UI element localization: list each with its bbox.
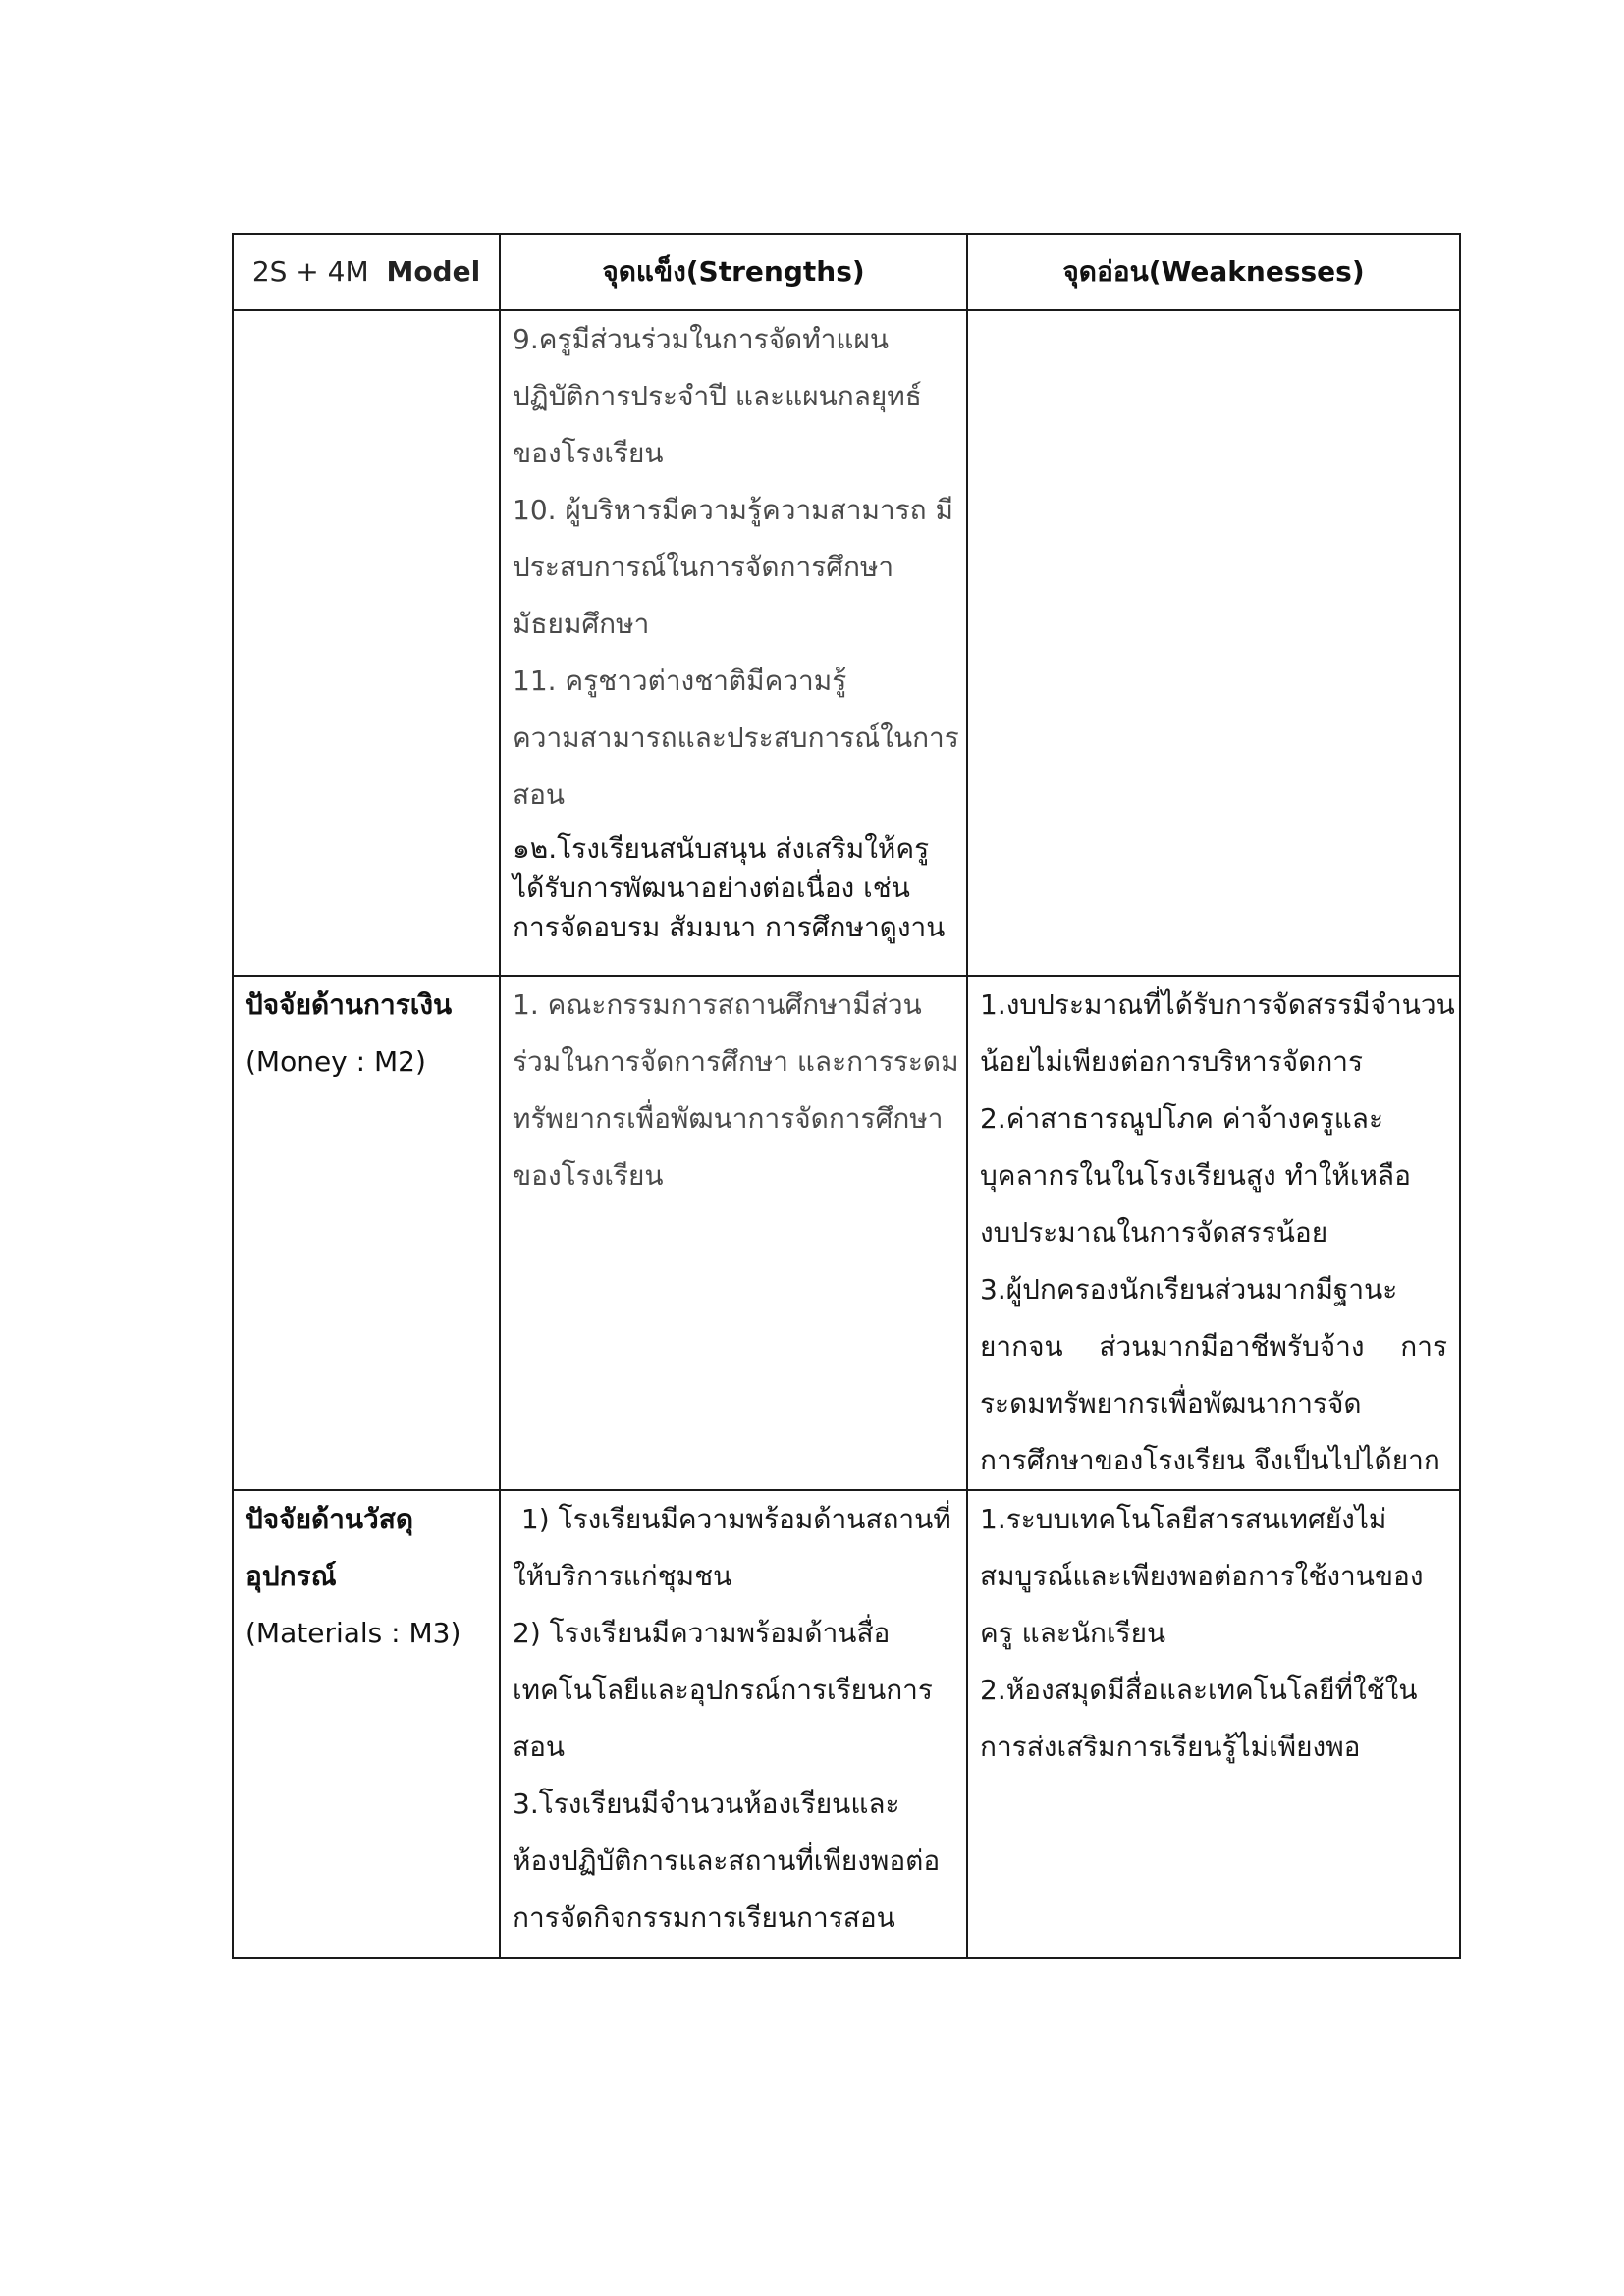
row3-weaknesses-cell [967,1490,1460,1958]
list-item: 11. ครูชาวต่างชาติมีความรู้ [513,665,847,697]
list-item: เทคโนโลยีและอุปกรณ์การเรียนการ [513,1674,933,1706]
header-strengths-label: จุดแข็ง(Strengths) [602,255,865,288]
header-model [233,234,500,310]
list-item: ห้องปฏิบัติการและสถานที่เพียงพอต่อ [513,1844,941,1877]
list-item: การศึกษาของโรงเรียน จึงเป็นไปได้ยาก [980,1444,1440,1476]
list-item: บุคลากรในในโรงเรียนสูง ทำให้เหลือ [980,1159,1411,1192]
list-item: การจัดอบรม สัมมนา การศึกษาดูงาน [513,911,946,943]
list-item: มัธยมศึกษา [513,608,650,640]
justified-word: ส่วนมากมีอาชีพรับจ้าง [1099,1330,1365,1362]
header-model-suffix: Model [386,255,481,288]
header-weaknesses-label: จุดอ่อน(Weaknesses) [1062,255,1365,288]
list-item: สอน [513,778,566,811]
table-header-row [233,234,1460,310]
list-item: ระดมทรัพยากรเพื่อพัฒนาการจัด [980,1387,1362,1419]
row1-weaknesses-cell [967,310,1460,976]
list-item: ๑๒.โรงเรียนสนับสนุน ส่งเสริมให้ครู [513,832,930,865]
list-item: 9.ครูมีส่วนร่วมในการจัดทำแผน [513,323,890,355]
list-item: ครู และนักเรียน [980,1617,1166,1649]
list-item: ปฏิบัติการประจำปี และแผนกลยุทธ์ [513,380,922,412]
list-item: ประสบการณ์ในการจัดการศึกษา [513,551,894,583]
list-item: 1.งบประมาณที่ได้รับการจัดสรรมีจำนวน [980,988,1455,1021]
list-item: 3.โรงเรียนมีจำนวนห้องเรียนและ [513,1788,900,1820]
list-item: ได้รับการพัฒนาอย่างต่อเนื่อง เช่น [513,872,910,904]
justified-word: ยากจน [980,1330,1063,1362]
factor-code: (Materials : M3) [245,1617,461,1649]
row3-strengths-cell [500,1490,967,1958]
list-item: 3.ผู้ปกครองนักเรียนส่วนมากมีฐานะ [980,1273,1398,1306]
header-model-prefix: 2S + 4M [251,255,369,288]
list-item: 10. ผู้บริหารมีความรู้ความสามารถ มี [513,494,953,526]
list-item: การส่งเสริมการเรียนรู้ไม่เพียงพอ [980,1731,1361,1763]
row1-strengths-cell [500,310,967,976]
factor-title: อุปกรณ์ [245,1560,337,1592]
justified-word: การ [1400,1330,1447,1362]
row2-strengths-cell [500,976,967,1490]
list-item: สมบูรณ์และเพียงพอต่อการใช้งานของ [980,1560,1424,1592]
list-item: 2) โรงเรียนมีความพร้อมด้านสื่อ [513,1617,891,1649]
list-item: งบประมาณในการจัดสรรน้อย [980,1216,1328,1249]
table-row [233,310,1460,976]
factor-code: (Money : M2) [245,1045,426,1078]
row1-label-cell [233,310,500,976]
list-item: ทรัพยากรเพื่อพัฒนาการจัดการศึกษา [513,1102,944,1135]
factor-title: ปัจจัยด้านวัสดุ [245,1503,414,1535]
row2-label-cell [233,976,500,1490]
list-item: การจัดกิจกรรมการเรียนการสอน [513,1901,895,1934]
list-item: 1) โรงเรียนมีความพร้อมด้านสถานที่ [513,1503,951,1535]
list-item: 2.ค่าสาธารณูปโภค ค่าจ้างครูและ [980,1102,1383,1135]
table-row [233,1490,1460,1958]
list-item: สอน [513,1731,566,1763]
list-item: ความสามารถและประสบการณ์ในการ [513,721,959,754]
list-item: ของโรงเรียน [513,1159,664,1192]
table-row [233,976,1460,1490]
list-item: 2.ห้องสมุดมีสื่อและเทคโนโลยีที่ใช้ใน [980,1674,1418,1706]
list-item: 1.ระบบเทคโนโลยีสารสนเทศยังไม่ [980,1503,1387,1535]
factor-title: ปัจจัยด้านการเงิน [245,988,453,1021]
row2-weaknesses-cell [967,976,1460,1490]
row3-label-cell [233,1490,500,1958]
list-item-justified [980,1318,1447,1375]
swot-table [232,233,1461,1959]
list-item: 1. คณะกรรมการสถานศึกษามีส่วน [513,988,922,1021]
header-strengths [500,234,967,310]
list-item: ให้บริการแก่ชุมชน [513,1560,732,1592]
header-weaknesses [967,234,1460,310]
list-item: ของโรงเรียน [513,437,664,469]
list-item: ร่วมในการจัดการศึกษา และการระดม [513,1045,959,1078]
list-item: น้อยไม่เพียงต่อการบริหารจัดการ [980,1045,1364,1078]
